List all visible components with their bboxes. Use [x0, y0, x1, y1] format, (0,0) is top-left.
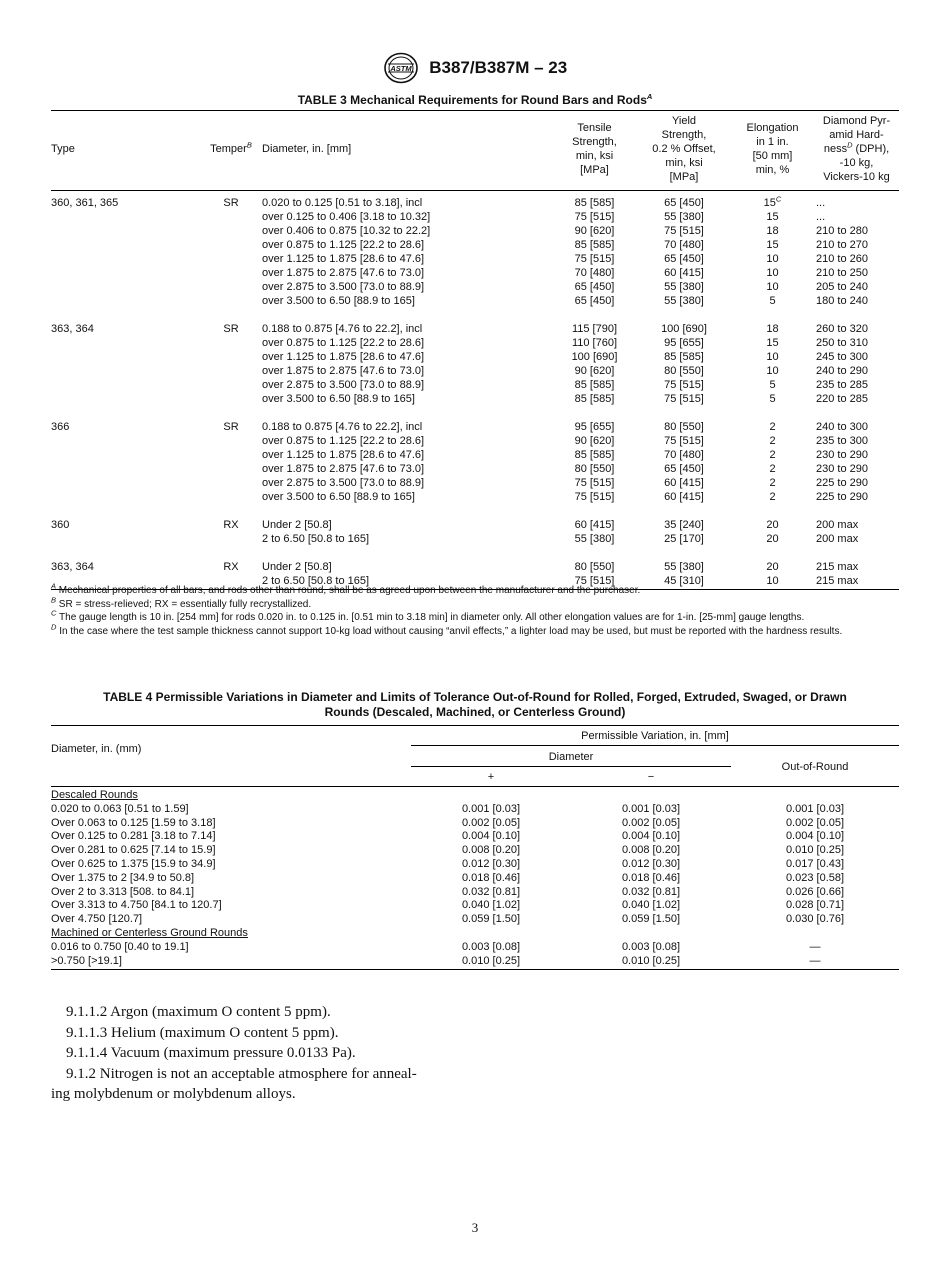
- table-row: [51, 476, 899, 490]
- t4-plus-cell: 0.002 [0.05]: [461, 816, 521, 829]
- t3-temper-cell: [200, 350, 262, 364]
- t4-minus-cell: 0.010 [0.25]: [571, 955, 731, 970]
- t3-elongation-cell: 10: [731, 574, 814, 590]
- t3-elongation-cell: 20: [766, 561, 779, 573]
- table-row: [51, 803, 899, 817]
- body-text: [51, 1002, 471, 1105]
- t3-tensile-cell: 75 [515]: [574, 491, 615, 503]
- t4-oor-cell: —: [731, 955, 899, 970]
- t3-elongation-cell: 15: [766, 239, 779, 251]
- t3-diameter-cell: over 2.875 to 3.500 [73.0 to 88.9]: [262, 477, 425, 489]
- t3-elongation-cell: 20: [766, 533, 779, 545]
- t3-yield-cell: 55 [380]: [664, 211, 704, 223]
- t3-temper-cell: [200, 490, 262, 504]
- table-row: [51, 280, 899, 294]
- t3-hardness-cell: 225 to 290: [816, 477, 868, 489]
- t3-temper-cell: [200, 462, 262, 476]
- body-paragraph-line: 9.1.1.4 Vacuum (maximum pressure 0.0133 Pa).: [66, 1045, 356, 1061]
- t3-yield-cell: 100 [690]: [661, 323, 707, 335]
- t4-oor-cell: 0.010 [0.25]: [785, 844, 845, 857]
- t3-col-elongation: Elongation in 1 in. [50 mm] min, %: [731, 111, 814, 191]
- t3-tensile-cell: 85 [585]: [574, 239, 615, 251]
- t3-diameter-cell: 2 to 6.50 [50.8 to 165]: [262, 574, 492, 590]
- t3-elongation-cell: 10: [766, 253, 779, 265]
- t3-yield-cell: 65 [450]: [664, 253, 704, 265]
- t3-yield-cell: 85 [585]: [664, 351, 704, 363]
- table-row: [51, 546, 899, 574]
- t3-type-cell: [51, 266, 200, 280]
- t4-diameter-cell: 0.016 to 0.750 [0.40 to 19.1]: [51, 940, 189, 953]
- t3-temper-cell: [200, 294, 262, 308]
- t4-minus-cell: 0.012 [0.30]: [621, 857, 681, 870]
- t4-diameter-cell: 0.020 to 0.063 [0.51 to 1.59]: [51, 802, 189, 815]
- t3-hardness-cell: 205 to 240: [816, 281, 868, 293]
- t3-hardness-cell: 260 to 320: [816, 323, 868, 335]
- t3-temper-cell: [200, 476, 262, 490]
- t3-type-cell: 360: [51, 519, 70, 531]
- t3-elongation-cell: 5: [769, 393, 776, 405]
- t3-yield-cell: 60 [415]: [664, 267, 704, 279]
- t3-temper-cell: [200, 532, 262, 546]
- t4-col-plus: +: [411, 767, 571, 787]
- t3-type-cell: [51, 462, 200, 476]
- t3-temper-cell: [200, 210, 262, 224]
- t4-oor-cell: 0.026 [0.66]: [785, 885, 845, 898]
- t3-temper-cell: [200, 280, 262, 294]
- t3-type-cell: [51, 210, 200, 224]
- t4-plus-cell: 0.003 [0.08]: [461, 940, 521, 953]
- t3-type-cell: [51, 350, 200, 364]
- t3-tensile-cell: 90 [620]: [574, 225, 615, 237]
- t4-diameter-cell: Over 0.625 to 1.375 [15.9 to 34.9]: [51, 857, 216, 870]
- t4-diameter-cell: Over 4.750 [120.7]: [51, 913, 143, 926]
- t3-type-cell: [51, 252, 200, 266]
- t3-yield-cell: 55 [380]: [664, 281, 704, 293]
- table4: [51, 725, 899, 970]
- t4-oor-cell: 0.030 [0.76]: [785, 913, 845, 926]
- table-row: [51, 392, 899, 406]
- t3-tensile-cell: 90 [620]: [574, 365, 615, 377]
- t3-yield-cell: 60 [415]: [664, 477, 704, 489]
- t3-tensile-cell: 85 [585]: [574, 379, 615, 391]
- table-row: [51, 504, 899, 532]
- t3-diameter-cell: over 0.406 to 0.875 [10.32 to 22.2]: [262, 225, 431, 237]
- t3-diameter-cell: over 0.875 to 1.125 [22.2 to 28.6]: [262, 337, 425, 349]
- t3-temper-cell: [200, 434, 262, 448]
- t3-diameter-cell: 0.188 to 0.875 [4.76 to 22.2], incl: [262, 421, 423, 433]
- t4-diameter-cell: Over 0.281 to 0.625 [7.14 to 15.9]: [51, 844, 216, 857]
- table-row: [51, 858, 899, 872]
- t3-type-cell: [51, 364, 200, 378]
- t3-hardness-cell: 200 max: [816, 533, 859, 545]
- t3-elongation-cell: 5: [769, 379, 776, 391]
- t3-tensile-cell: 80 [550]: [574, 463, 615, 475]
- table-row: [51, 913, 899, 927]
- t3-temper-cell: [200, 392, 262, 406]
- t4-plus-cell: 0.012 [0.30]: [461, 857, 521, 870]
- t4-minus-cell: 0.003 [0.08]: [621, 940, 681, 953]
- t3-elongation-cell: 10: [766, 351, 779, 363]
- t3-elongation-cell: 5: [769, 295, 776, 307]
- t3-elongation-cell: 20: [766, 519, 779, 531]
- t3-col-temper: Temper$^B$: [200, 111, 262, 191]
- table-section-row: [51, 787, 899, 803]
- t3-tensile-cell: 75 [515]: [492, 574, 637, 590]
- table-row: [51, 406, 899, 434]
- table-row: [51, 532, 899, 546]
- t3-temper-cell: [200, 252, 262, 266]
- t3-tensile-cell: 115 [790]: [571, 323, 618, 335]
- t3-yield-cell: 75 [515]: [664, 225, 704, 237]
- t3-type-cell: [51, 378, 200, 392]
- t3-temper-cell: [200, 266, 262, 280]
- table4-title: TABLE 4 Permissible Variations in Diameter and Limits of Tolerance Out-of-Round for Rolled, Forged, Extruded, Swaged, or Drawn Rounds (Descaled, Machined, or Centerless Ground): [103, 690, 847, 719]
- t3-hardness-cell: 245 to 300: [816, 351, 868, 363]
- table-row: [51, 378, 899, 392]
- t3-elongation-cell: $15^C$: [763, 194, 782, 209]
- t4-plus-cell: 0.004 [0.10]: [461, 830, 521, 843]
- table-row: [51, 364, 899, 378]
- t3-tensile-cell: 80 [550]: [574, 561, 615, 573]
- t3-tensile-cell: 85 [585]: [574, 197, 615, 209]
- t4-diameter-cell: Over 3.313 to 4.750 [84.1 to 120.7]: [51, 899, 222, 912]
- t3-yield-cell: 60 [415]: [664, 491, 704, 503]
- table-row: [51, 308, 899, 336]
- t3-temper-cell: RX: [223, 519, 239, 531]
- t3-diameter-cell: over 1.875 to 2.875 [47.6 to 73.0]: [262, 267, 425, 279]
- table-row: [51, 830, 899, 844]
- document-header: [0, 52, 950, 84]
- t3-yield-cell: 55 [380]: [664, 561, 704, 573]
- t4-minus-cell: 0.004 [0.10]: [621, 830, 681, 843]
- table-row: [51, 844, 899, 858]
- t4-minus-cell: 0.018 [0.46]: [621, 871, 681, 884]
- t3-elongation-cell: 10: [766, 267, 779, 279]
- t3-hardness-cell: 240 to 290: [816, 365, 868, 377]
- t3-col-type: Type: [51, 111, 200, 191]
- t3-elongation-cell: 10: [766, 281, 779, 293]
- t3-hardness-cell: 215 max: [814, 574, 899, 590]
- t3-diameter-cell: over 3.500 to 6.50 [88.9 to 165]: [262, 491, 415, 503]
- table-row: [51, 350, 899, 364]
- table3-footnote: $^C$ The gauge length is 10 in. [254 mm] for rods 0.020 in. to 0.125 in. [0.51 min to 3.18 min] in diameter only. All other elongation values are for 1-in. [25-mm] gauge lengths.: [51, 609, 805, 624]
- t3-hardness-cell: 200 max: [816, 519, 859, 531]
- t3-hardness-cell: 210 to 250: [816, 267, 868, 279]
- t3-diameter-cell: over 1.875 to 2.875 [47.6 to 73.0]: [262, 463, 425, 475]
- t4-oor-cell: 0.028 [0.71]: [785, 899, 845, 912]
- t4-plus-cell: 0.010 [0.25]: [411, 955, 571, 970]
- table3-footnote: $^A$ Mechanical properties of all bars, and rods other than round, shall be as agreed upon between the manufacturer and the purchaser.: [51, 581, 641, 596]
- t4-col-out-of-round: Out-of-Round: [731, 748, 899, 787]
- table3-title: TABLE 3 Mechanical Requirements for Round Bars and Rods$^A$: [297, 92, 653, 107]
- t3-elongation-cell: 2: [769, 435, 776, 447]
- table-row: [51, 252, 899, 266]
- t3-yield-cell: 55 [380]: [664, 295, 704, 307]
- t3-tensile-cell: 75 [515]: [574, 477, 615, 489]
- t3-type-cell: [51, 294, 200, 308]
- t3-tensile-cell: 95 [655]: [574, 421, 615, 433]
- t4-minus-cell: 0.040 [1.02]: [621, 899, 681, 912]
- t3-elongation-cell: 2: [769, 491, 776, 503]
- t3-elongation-cell: 10: [766, 365, 779, 377]
- t3-temper-cell: RX: [223, 561, 239, 573]
- t3-hardness-cell: 220 to 285: [816, 393, 868, 405]
- t3-type-cell: [51, 336, 200, 350]
- t3-yield-cell: 70 [480]: [664, 449, 704, 461]
- body-paragraph-line: 9.1.1.2 Argon (maximum O content 5 ppm).: [66, 1004, 331, 1020]
- t3-temper-cell: [200, 448, 262, 462]
- t3-hardness-cell: 225 to 290: [816, 491, 868, 503]
- t4-minus-cell: 0.032 [0.81]: [621, 885, 681, 898]
- t3-type-cell: [51, 434, 200, 448]
- t3-hardness-cell: 240 to 300: [816, 421, 868, 433]
- t4-plus-cell: 0.008 [0.20]: [461, 844, 521, 857]
- t4-minus-cell: 0.001 [0.03]: [621, 802, 681, 815]
- t4-minus-cell: 0.059 [1.50]: [621, 913, 681, 926]
- t3-elongation-cell: 2: [769, 449, 776, 461]
- t3-elongation-cell: 2: [769, 421, 776, 433]
- t3-col-diameter: Diameter, in. [mm]: [262, 111, 492, 191]
- t3-type-cell: 366: [51, 421, 70, 433]
- t3-elongation-cell: 15: [766, 211, 779, 223]
- t3-tensile-cell: 65 [450]: [574, 281, 615, 293]
- t3-hardness-cell: 180 to 240: [816, 295, 868, 307]
- t3-tensile-cell: 55 [380]: [574, 533, 615, 545]
- t3-elongation-cell: 15: [766, 337, 779, 349]
- t3-diameter-cell: over 0.875 to 1.125 [22.2 to 28.6]: [262, 239, 425, 251]
- t4-plus-cell: 0.059 [1.50]: [461, 913, 521, 926]
- t3-diameter-cell: over 3.500 to 6.50 [88.9 to 165]: [262, 295, 415, 307]
- t4-diameter-cell: Over 1.375 to 2 [34.9 to 50.8]: [51, 871, 195, 884]
- t3-tensile-cell: 65 [450]: [574, 295, 615, 307]
- astm-logo-icon: [383, 52, 419, 84]
- t3-yield-cell: 80 [550]: [664, 365, 704, 377]
- body-paragraph-line: ing molybdenum or molybdenum alloys.: [51, 1086, 296, 1102]
- t3-tensile-cell: 70 [480]: [574, 267, 615, 279]
- t4-minus-cell: 0.002 [0.05]: [621, 816, 681, 829]
- t4-oor-cell: 0.001 [0.03]: [785, 802, 845, 815]
- t3-temper-cell: [200, 224, 262, 238]
- table-row: [51, 955, 899, 970]
- t4-body: [51, 787, 899, 970]
- t3-type-cell: [51, 532, 200, 546]
- t3-temper-cell: [200, 378, 262, 392]
- t3-diameter-cell: Under 2 [50.8]: [262, 519, 332, 531]
- t4-oor-cell: 0.017 [0.43]: [785, 857, 845, 870]
- t4-col-minus: −: [571, 767, 731, 787]
- t3-diameter-cell: over 1.125 to 1.875 [28.6 to 47.6]: [262, 253, 425, 265]
- table-section-row: [51, 927, 899, 941]
- t4-minus-cell: 0.008 [0.20]: [621, 844, 681, 857]
- table-row: [51, 872, 899, 886]
- t3-diameter-cell: Under 2 [50.8]: [262, 561, 332, 573]
- t3-hardness-cell: 210 to 280: [816, 225, 868, 237]
- table-row: [51, 210, 899, 224]
- t3-type-cell: 363, 364: [51, 561, 94, 573]
- t3-yield-cell: 65 [450]: [664, 463, 704, 475]
- t4-col-diameter: Diameter, in. (mm): [51, 726, 411, 787]
- t3-temper-cell: [200, 336, 262, 350]
- table-row: [51, 817, 899, 831]
- t3-elongation-cell: 18: [766, 225, 779, 237]
- table-row: [51, 448, 899, 462]
- t3-temper-cell: [200, 364, 262, 378]
- t3-tensile-cell: 110 [760]: [571, 337, 618, 349]
- t3-col-tensile: Tensile Strength, min, ksi [MPa]: [492, 111, 637, 191]
- table-row: [51, 899, 899, 913]
- table-row: [51, 886, 899, 900]
- t3-yield-cell: 75 [515]: [664, 435, 704, 447]
- t3-yield-cell: 35 [240]: [664, 519, 704, 531]
- t3-tensile-cell: 85 [585]: [574, 449, 615, 461]
- table-row: [51, 266, 899, 280]
- t3-col-yield: Yield Strength, 0.2 % Offset, min, ksi [MPa]: [637, 111, 731, 191]
- t3-elongation-cell: 18: [766, 323, 779, 335]
- t3-yield-cell: 45 [310]: [637, 574, 731, 590]
- t3-yield-cell: 65 [450]: [664, 197, 704, 209]
- table3: [51, 110, 899, 590]
- t4-diameter-cell: >0.750 [>19.1]: [51, 955, 411, 970]
- t3-elongation-cell: 2: [769, 477, 776, 489]
- t3-hardness-cell: 210 to 260: [816, 253, 868, 265]
- t3-type-cell: [51, 280, 200, 294]
- t3-tensile-cell: 75 [515]: [574, 211, 615, 223]
- table-row: [51, 191, 899, 211]
- t3-diameter-cell: over 1.125 to 1.875 [28.6 to 47.6]: [262, 449, 425, 461]
- t4-plus-cell: 0.018 [0.46]: [461, 871, 521, 884]
- t3-type-cell: [51, 224, 200, 238]
- table3-footnote: $^B$ SR = stress-relieved; RX = essentially fully recrystallized.: [51, 595, 312, 610]
- t3-tensile-cell: 85 [585]: [574, 393, 615, 405]
- t3-yield-cell: 70 [480]: [664, 239, 704, 251]
- t3-body: [51, 191, 899, 590]
- t3-diameter-cell: over 0.125 to 0.406 [3.18 to 10.32]: [262, 211, 431, 223]
- t3-hardness-cell: 235 to 285: [816, 379, 868, 391]
- table-row: [51, 336, 899, 350]
- t4-plus-cell: 0.040 [1.02]: [461, 899, 521, 912]
- t3-yield-cell: 95 [655]: [664, 337, 704, 349]
- t4-plus-cell: 0.001 [0.03]: [461, 802, 521, 815]
- t4-oor-cell: 0.004 [0.10]: [785, 830, 845, 843]
- t4-diameter-cell: Over 0.063 to 0.125 [1.59 to 3.18]: [51, 816, 216, 829]
- page-number: 3: [471, 1220, 479, 1235]
- table-row: [51, 294, 899, 308]
- t3-type-cell: [51, 490, 200, 504]
- t3-diameter-cell: over 3.500 to 6.50 [88.9 to 165]: [262, 393, 415, 405]
- logo-text: ASTM: [390, 64, 412, 73]
- t3-diameter-cell: 0.188 to 0.875 [4.76 to 22.2], incl: [262, 323, 423, 335]
- t3-diameter-cell: over 0.875 to 1.125 [22.2 to 28.6]: [262, 435, 425, 447]
- t4-diameter-cell: Over 2 to 3.313 [508. to 84.1]: [51, 885, 195, 898]
- t3-type-cell: [51, 476, 200, 490]
- t3-temper-cell: [200, 238, 262, 252]
- t3-temper-cell: SR: [223, 323, 239, 335]
- t4-section-label: Machined or Centerless Ground Rounds: [51, 926, 248, 939]
- t3-temper-cell: SR: [223, 421, 239, 433]
- table-row: [51, 238, 899, 252]
- table-row: [51, 941, 899, 955]
- t3-hardness-cell: 250 to 310: [816, 337, 868, 349]
- table-row: [51, 490, 899, 504]
- t3-type-cell: [51, 392, 200, 406]
- t3-hardness-cell: 215 max: [816, 561, 859, 573]
- t3-tensile-cell: 60 [415]: [574, 519, 615, 531]
- t3-tensile-cell: 100 [690]: [571, 351, 618, 363]
- t3-hardness-cell: 235 to 300: [816, 435, 868, 447]
- table-row: [51, 434, 899, 448]
- t3-hardness-cell: 210 to 270: [816, 239, 868, 251]
- t3-type-cell: [51, 238, 200, 252]
- t3-diameter-cell: 0.020 to 0.125 [0.51 to 3.18], incl: [262, 197, 423, 209]
- t4-diameter-cell: Over 0.125 to 0.281 [3.18 to 7.14]: [51, 830, 216, 843]
- t3-hardness-cell: ...: [816, 211, 826, 223]
- t3-yield-cell: 25 [170]: [664, 533, 704, 545]
- table-row: [51, 462, 899, 476]
- t3-hardness-cell: 230 to 290: [816, 463, 868, 475]
- body-paragraph-line: 9.1.2 Nitrogen is not an acceptable atmosphere for anneal-: [66, 1065, 417, 1082]
- document-designation: B387/B387M – 23: [429, 58, 568, 77]
- t3-tensile-cell: 75 [515]: [574, 253, 615, 265]
- t3-diameter-cell: over 2.875 to 3.500 [73.0 to 88.9]: [262, 281, 425, 293]
- t3-type-cell: 363, 364: [51, 323, 94, 335]
- t3-temper-cell: SR: [223, 197, 239, 209]
- t3-yield-cell: 75 [515]: [664, 379, 704, 391]
- table3-footnote: $^D$ In the case where the test sample thickness cannot support 10-kg load without causing “anvil effects,” a lighter load may be used, but must be reported with the hardness results.: [51, 622, 843, 638]
- t3-diameter-cell: over 2.875 to 3.500 [73.0 to 88.9]: [262, 379, 425, 391]
- t4-plus-cell: 0.032 [0.81]: [461, 885, 521, 898]
- t3-yield-cell: 80 [550]: [664, 421, 704, 433]
- table-row: [51, 224, 899, 238]
- t3-col-hardness: Diamond Pyr- amid Hard- ness$^D$ (DPH), -10 kg, Vickers-10 kg: [814, 111, 899, 191]
- body-paragraph-line: 9.1.1.3 Helium (maximum O content 5 ppm).: [66, 1024, 339, 1041]
- t3-tensile-cell: 90 [620]: [574, 435, 615, 447]
- t4-oor-cell: —: [809, 940, 821, 953]
- t3-yield-cell: 75 [515]: [664, 393, 704, 405]
- t3-hardness-cell: 230 to 290: [816, 449, 868, 461]
- t3-type-cell: 360, 361, 365: [51, 197, 119, 209]
- t4-col-diameter-sub: Diameter: [411, 748, 731, 767]
- t4-section-label: Descaled Rounds: [51, 789, 138, 801]
- t3-elongation-cell: 2: [769, 463, 776, 475]
- t3-diameter-cell: over 1.875 to 2.875 [47.6 to 73.0]: [262, 365, 425, 377]
- t4-oor-cell: 0.002 [0.05]: [785, 816, 845, 829]
- t3-hardness-cell: ...: [816, 197, 826, 209]
- t4-oor-cell: 0.023 [0.58]: [785, 871, 845, 884]
- t4-col-permissible: Permissible Variation, in. [mm]: [411, 726, 899, 749]
- t3-diameter-cell: 2 to 6.50 [50.8 to 165]: [262, 533, 370, 545]
- t3-type-cell: [51, 448, 200, 462]
- t3-diameter-cell: over 1.125 to 1.875 [28.6 to 47.6]: [262, 351, 425, 363]
